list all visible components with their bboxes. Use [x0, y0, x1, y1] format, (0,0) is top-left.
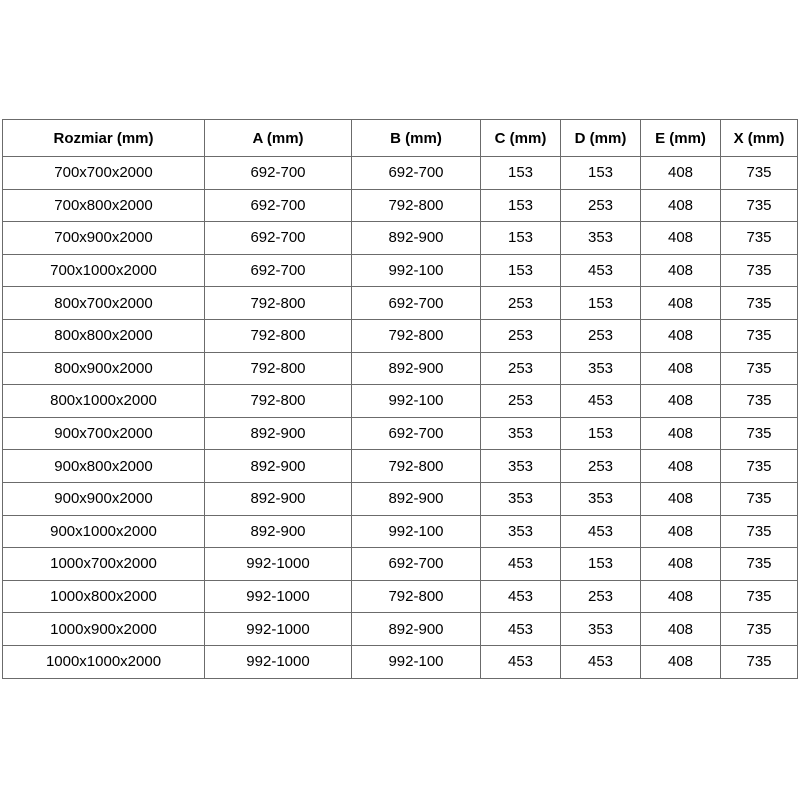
cell-d: 153 [561, 157, 641, 190]
cell-e: 408 [641, 385, 721, 418]
cell-x: 735 [721, 189, 798, 222]
table-row [3, 482, 798, 515]
table-header [3, 120, 798, 157]
cell-rozmiar: 1000x900x2000 [3, 613, 205, 646]
cell-d: 353 [561, 482, 641, 515]
cell-d: 453 [561, 385, 641, 418]
cell-e: 408 [641, 319, 721, 352]
cell-a: 892-900 [205, 417, 352, 450]
cell-a: 892-900 [205, 450, 352, 483]
cell-x: 735 [721, 254, 798, 287]
table-row [3, 385, 798, 418]
cell-b: 792-800 [352, 189, 481, 222]
cell-rozmiar: 1000x1000x2000 [3, 645, 205, 678]
cell-b: 892-900 [352, 222, 481, 255]
cell-x: 735 [721, 613, 798, 646]
cell-x: 735 [721, 319, 798, 352]
cell-x: 735 [721, 482, 798, 515]
cell-rozmiar: 800x800x2000 [3, 319, 205, 352]
cell-d: 253 [561, 450, 641, 483]
table-row [3, 417, 798, 450]
cell-x: 735 [721, 515, 798, 548]
table-row [3, 450, 798, 483]
cell-b: 692-700 [352, 548, 481, 581]
column-header-x: X (mm) [721, 120, 798, 157]
cell-c: 453 [481, 645, 561, 678]
cell-rozmiar: 800x900x2000 [3, 352, 205, 385]
table-row [3, 580, 798, 613]
cell-c: 153 [481, 189, 561, 222]
cell-e: 408 [641, 189, 721, 222]
cell-c: 153 [481, 254, 561, 287]
cell-e: 408 [641, 580, 721, 613]
cell-rozmiar: 800x700x2000 [3, 287, 205, 320]
cell-rozmiar: 800x1000x2000 [3, 385, 205, 418]
cell-c: 353 [481, 482, 561, 515]
cell-e: 408 [641, 450, 721, 483]
column-header-b: B (mm) [352, 120, 481, 157]
cell-e: 408 [641, 515, 721, 548]
cell-c: 153 [481, 222, 561, 255]
table-row [3, 352, 798, 385]
cell-a: 992-1000 [205, 645, 352, 678]
cell-rozmiar: 1000x700x2000 [3, 548, 205, 581]
cell-rozmiar: 900x700x2000 [3, 417, 205, 450]
cell-d: 253 [561, 189, 641, 222]
table-row [3, 645, 798, 678]
cell-rozmiar: 1000x800x2000 [3, 580, 205, 613]
cell-a: 792-800 [205, 287, 352, 320]
cell-c: 253 [481, 385, 561, 418]
cell-e: 408 [641, 548, 721, 581]
cell-b: 792-800 [352, 319, 481, 352]
cell-b: 992-100 [352, 515, 481, 548]
cell-a: 992-1000 [205, 548, 352, 581]
cell-c: 453 [481, 548, 561, 581]
column-header-d: D (mm) [561, 120, 641, 157]
cell-a: 692-700 [205, 254, 352, 287]
column-header-c: C (mm) [481, 120, 561, 157]
table-row [3, 157, 798, 190]
cell-c: 253 [481, 352, 561, 385]
cell-d: 353 [561, 222, 641, 255]
cell-a: 692-700 [205, 189, 352, 222]
cell-x: 735 [721, 352, 798, 385]
dimensions-table [2, 119, 798, 679]
cell-c: 253 [481, 287, 561, 320]
cell-x: 735 [721, 287, 798, 320]
header-row [3, 120, 798, 157]
cell-a: 992-1000 [205, 613, 352, 646]
cell-x: 735 [721, 157, 798, 190]
cell-a: 992-1000 [205, 580, 352, 613]
cell-d: 253 [561, 319, 641, 352]
cell-b: 692-700 [352, 417, 481, 450]
cell-rozmiar: 700x700x2000 [3, 157, 205, 190]
cell-x: 735 [721, 385, 798, 418]
cell-b: 892-900 [352, 482, 481, 515]
cell-d: 353 [561, 613, 641, 646]
cell-rozmiar: 900x1000x2000 [3, 515, 205, 548]
cell-d: 153 [561, 287, 641, 320]
table-row [3, 613, 798, 646]
table-row [3, 287, 798, 320]
column-header-a: A (mm) [205, 120, 352, 157]
cell-a: 792-800 [205, 352, 352, 385]
cell-e: 408 [641, 417, 721, 450]
table-row [3, 222, 798, 255]
cell-rozmiar: 900x900x2000 [3, 482, 205, 515]
cell-d: 453 [561, 515, 641, 548]
cell-rozmiar: 900x800x2000 [3, 450, 205, 483]
table-row [3, 189, 798, 222]
column-header-rozmiar: Rozmiar (mm) [3, 120, 205, 157]
cell-a: 692-700 [205, 157, 352, 190]
cell-d: 153 [561, 417, 641, 450]
cell-a: 692-700 [205, 222, 352, 255]
cell-x: 735 [721, 548, 798, 581]
cell-c: 353 [481, 417, 561, 450]
cell-b: 992-100 [352, 645, 481, 678]
table-row [3, 515, 798, 548]
cell-c: 453 [481, 580, 561, 613]
cell-a: 892-900 [205, 482, 352, 515]
cell-rozmiar: 700x800x2000 [3, 189, 205, 222]
cell-x: 735 [721, 645, 798, 678]
table-body [3, 157, 798, 679]
cell-b: 792-800 [352, 450, 481, 483]
cell-e: 408 [641, 157, 721, 190]
cell-c: 253 [481, 319, 561, 352]
cell-rozmiar: 700x1000x2000 [3, 254, 205, 287]
cell-e: 408 [641, 222, 721, 255]
cell-a: 792-800 [205, 319, 352, 352]
cell-e: 408 [641, 613, 721, 646]
cell-rozmiar: 700x900x2000 [3, 222, 205, 255]
cell-a: 892-900 [205, 515, 352, 548]
cell-d: 453 [561, 254, 641, 287]
cell-d: 353 [561, 352, 641, 385]
cell-x: 735 [721, 417, 798, 450]
cell-c: 353 [481, 515, 561, 548]
cell-b: 692-700 [352, 157, 481, 190]
table-row [3, 319, 798, 352]
cell-d: 453 [561, 645, 641, 678]
cell-b: 692-700 [352, 287, 481, 320]
cell-e: 408 [641, 482, 721, 515]
cell-c: 453 [481, 613, 561, 646]
cell-x: 735 [721, 222, 798, 255]
cell-b: 992-100 [352, 385, 481, 418]
table-row [3, 548, 798, 581]
cell-e: 408 [641, 254, 721, 287]
cell-d: 253 [561, 580, 641, 613]
cell-a: 792-800 [205, 385, 352, 418]
cell-c: 353 [481, 450, 561, 483]
column-header-e: E (mm) [641, 120, 721, 157]
cell-b: 792-800 [352, 580, 481, 613]
cell-b: 992-100 [352, 254, 481, 287]
cell-e: 408 [641, 645, 721, 678]
table-row [3, 254, 798, 287]
cell-c: 153 [481, 157, 561, 190]
cell-d: 153 [561, 548, 641, 581]
cell-b: 892-900 [352, 613, 481, 646]
cell-x: 735 [721, 580, 798, 613]
cell-e: 408 [641, 352, 721, 385]
cell-x: 735 [721, 450, 798, 483]
cell-b: 892-900 [352, 352, 481, 385]
cell-e: 408 [641, 287, 721, 320]
